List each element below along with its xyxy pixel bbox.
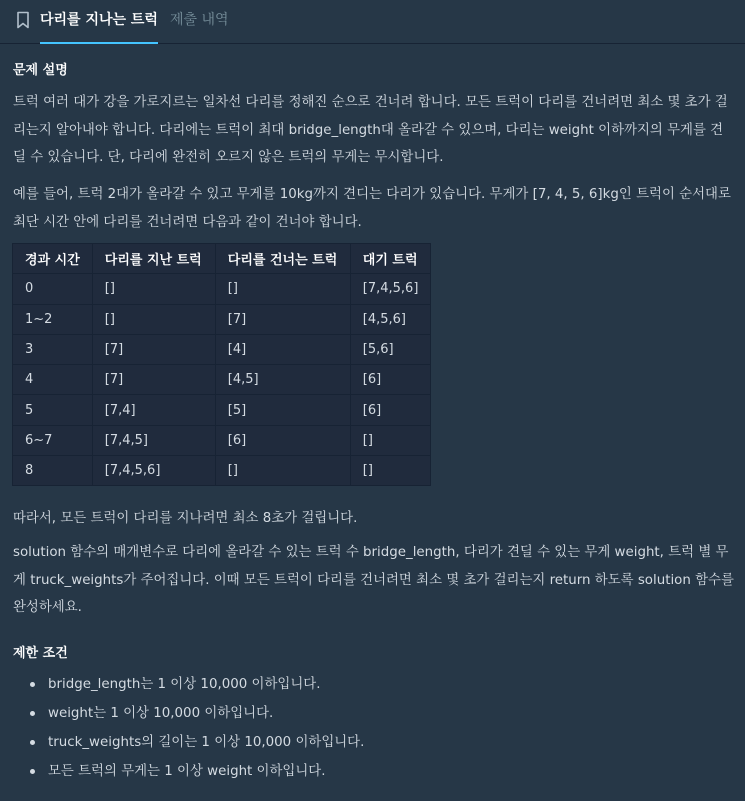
table-cell: [5,6] xyxy=(350,334,431,364)
problem-paragraph-4: solution 함수의 매개변수로 다리에 올라갈 수 있는 트럭 수 bridge_length, 다리가 견딜 수 있는 무게 weight, 트럭 별 무게 truck_weights가 주어집니다. 이때 모든 트럭이 다리를 건너려면 최소 몇 초가 걸리는지 return 하도록 solution 함수를 완성하세요. xyxy=(13,545,734,615)
list-item xyxy=(26,670,364,699)
problem-paragraph-3: 따라서, 모든 트럭이 다리를 지나려면 최소 8초가 걸립니다. xyxy=(13,511,358,526)
table-row xyxy=(13,456,431,486)
table-cell: [6] xyxy=(350,395,431,425)
table-header: 대기 트럭 xyxy=(350,244,431,274)
problem-content xyxy=(0,44,745,801)
table-cell: [6] xyxy=(215,425,350,455)
table-cell: 6~7 xyxy=(13,425,93,455)
table-cell: [6] xyxy=(350,365,431,395)
table-cell: [7] xyxy=(92,365,215,395)
table-cell: [7] xyxy=(215,304,350,334)
table-cell: [] xyxy=(92,274,215,304)
list-item-text: weight는 1 이상 10,000 이하입니다. xyxy=(48,706,274,721)
table-cell: 4 xyxy=(13,365,93,395)
problem-heading: 문제 설명 xyxy=(13,63,68,78)
table-cell: [4,5] xyxy=(215,365,350,395)
table-cell: [7,4,5,6] xyxy=(350,274,431,304)
problem-paragraph-2: 예를 들어, 트럭 2대가 올라갈 수 있고 무게를 10kg까지 견디는 다리가 있습니다. 무게가 [7, 4, 5, 6]kg인 트럭이 순서대로 최단 시간 안에 다리를 건너려면 다음과 같이 건너야 합니다. xyxy=(13,187,731,230)
list-item xyxy=(26,757,364,786)
problem-paragraph-1: 트럭 여러 대가 강을 가로지르는 일차선 다리를 정해진 순으로 건너려 합니다. 모든 트럭이 다리를 건너려면 최소 몇 초가 걸리는지 알아내야 합니다. 다리에는 트럭이 최대 bridge_length대 올라갈 수 있으며, 다리는 weight 이하까지의 무게를 견딜 수 있습니다. 단, 다리에 완전히 오르지 않은 트럭의 무게는 무시합니다. xyxy=(13,95,728,165)
table-row xyxy=(13,395,431,425)
table-header: 다리를 지난 트럭 xyxy=(92,244,215,274)
table-cell: [7,4] xyxy=(92,395,215,425)
tab-bar xyxy=(0,0,745,44)
list-item-text: truck_weights의 길이는 1 이상 10,000 이하입니다. xyxy=(48,735,365,750)
table-cell: 3 xyxy=(13,334,93,364)
table-row xyxy=(13,274,431,304)
bullet-icon xyxy=(30,711,35,716)
bullet-icon xyxy=(30,740,35,745)
table-cell: 5 xyxy=(13,395,93,425)
table-cell: 0 xyxy=(13,274,93,304)
constraints-heading: 제한 조건 xyxy=(13,646,68,661)
table-row xyxy=(13,334,431,364)
list-item xyxy=(26,699,364,728)
example-table xyxy=(12,243,431,486)
table-row xyxy=(13,365,431,395)
table-cell: [4] xyxy=(215,334,350,364)
tab-problem[interactable] xyxy=(40,9,158,44)
table-header: 경과 시간 xyxy=(13,244,93,274)
list-item-text: bridge_length는 1 이상 10,000 이하입니다. xyxy=(48,677,321,692)
bullet-icon xyxy=(30,682,35,687)
table-cell: [] xyxy=(215,456,350,486)
tab-submissions-label: 제출 내역 xyxy=(170,12,229,28)
table-cell: [4,5,6] xyxy=(350,304,431,334)
tab-problem-label: 다리를 지나는 트럭 xyxy=(40,12,158,28)
table-cell: [7,4,5,6] xyxy=(92,456,215,486)
table-row xyxy=(13,304,431,334)
table-cell: [7] xyxy=(92,334,215,364)
bookmark-icon[interactable] xyxy=(16,11,30,29)
table-cell: [] xyxy=(92,304,215,334)
tab-submissions[interactable] xyxy=(170,9,229,29)
list-item xyxy=(26,728,364,757)
table-cell: 1~2 xyxy=(13,304,93,334)
bullet-icon xyxy=(30,769,35,774)
table-cell: [5] xyxy=(215,395,350,425)
table-cell: [] xyxy=(350,456,431,486)
table-header: 다리를 건너는 트럭 xyxy=(215,244,350,274)
constraints-list xyxy=(26,670,364,786)
table-row xyxy=(13,425,431,455)
list-item-text: 모든 트럭의 무게는 1 이상 weight 이하입니다. xyxy=(48,764,326,779)
table-cell: [] xyxy=(350,425,431,455)
table-header-row xyxy=(13,244,431,274)
table-cell: 8 xyxy=(13,456,93,486)
table-cell: [] xyxy=(215,274,350,304)
table-cell: [7,4,5] xyxy=(92,425,215,455)
